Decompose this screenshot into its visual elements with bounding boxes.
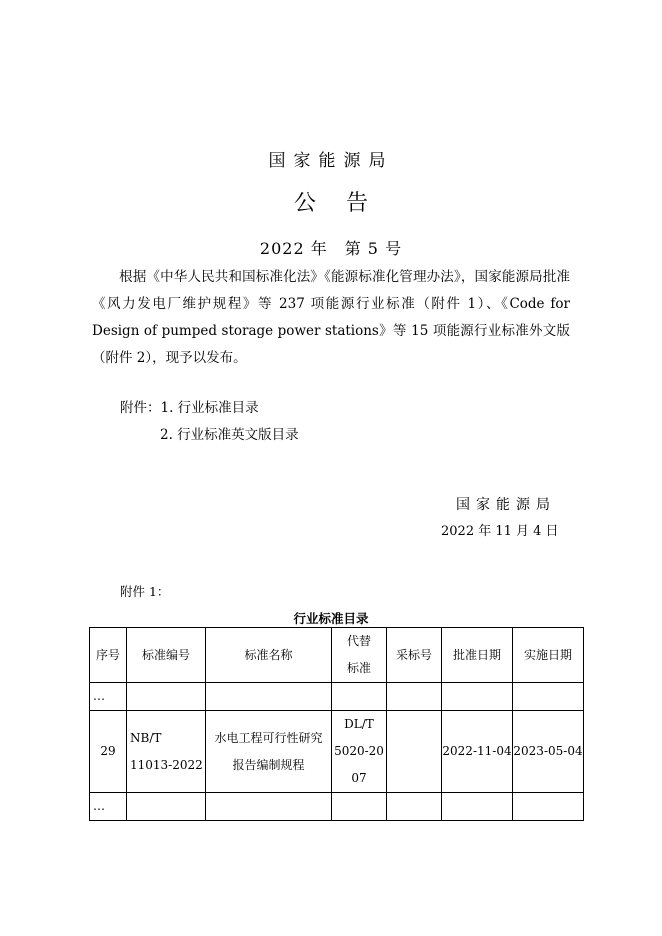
cell-replace bbox=[332, 711, 387, 793]
cell-code bbox=[127, 711, 206, 793]
cell-adopt bbox=[387, 711, 442, 793]
col-header-seq: 序号 bbox=[90, 628, 127, 683]
col-header-name: 标准名称 bbox=[206, 628, 332, 683]
col-header-approve: 批准日期 bbox=[442, 628, 513, 683]
col-header-replace bbox=[332, 628, 387, 683]
cell-code-line2: 11013-2022 bbox=[130, 757, 203, 772]
cell-name bbox=[206, 711, 332, 793]
body-paragraph: 根据《中华人民共和国标准化法》《能源标准化管理办法》，国家能源局批准《风力发电厂维护规程》等 237 项能源行业标准（附件 1）、《Code for Design of pumped storage power stations》等 15 项能源行业标准外文版（附件 2），现予以发布。 bbox=[92, 269, 570, 366]
cell-replace-line1: DL/T bbox=[344, 717, 374, 731]
cell-name-line1: 水电工程可行性研究 bbox=[214, 730, 323, 745]
empty-cell bbox=[127, 683, 206, 711]
empty-cell bbox=[206, 793, 332, 821]
cell-code-line1: NB/T bbox=[130, 730, 162, 745]
cell-approve-date: 2022-11-04 bbox=[442, 711, 513, 793]
col-header-effective: 实施日期 bbox=[513, 628, 584, 683]
signature-org: 国家能源局 bbox=[456, 497, 556, 513]
cell-name-line2: 报告编制规程 bbox=[232, 757, 305, 772]
cell-seq: 29 bbox=[90, 711, 127, 793]
cell-replace-line3: 07 bbox=[351, 771, 367, 785]
col-header-replace-line2: 标准 bbox=[346, 661, 371, 675]
table-row bbox=[90, 711, 584, 793]
empty-cell bbox=[332, 683, 387, 711]
table-title: 行业标准目录 bbox=[293, 611, 369, 626]
table-row bbox=[90, 683, 584, 711]
empty-cell bbox=[442, 683, 513, 711]
table-row bbox=[90, 793, 584, 821]
cell-replace-line2: 5020-20 bbox=[334, 744, 384, 758]
ellipsis-cell: … bbox=[90, 683, 127, 711]
cell-effective-date: 2023-05-04 bbox=[513, 711, 584, 793]
announcement-number: 2022 年 第 5 号 bbox=[259, 239, 403, 258]
appendix-label: 附件 1： bbox=[120, 584, 170, 599]
col-header-code: 标准编号 bbox=[127, 628, 206, 683]
attachment-item-2: 2. 行业标准英文版目录 bbox=[160, 427, 299, 443]
announcement-title: 公告 bbox=[293, 191, 398, 216]
agency-heading: 国家能源局 bbox=[268, 151, 394, 171]
empty-cell bbox=[127, 793, 206, 821]
col-header-replace-line1: 代替 bbox=[346, 634, 371, 648]
ellipsis-cell: … bbox=[90, 793, 127, 821]
empty-cell bbox=[513, 793, 584, 821]
empty-cell bbox=[513, 683, 584, 711]
table-header-row bbox=[90, 628, 584, 683]
announcement-body bbox=[92, 264, 570, 372]
empty-cell bbox=[332, 793, 387, 821]
attachment-item-1: 附件：1. 行业标准目录 bbox=[120, 400, 259, 416]
empty-cell bbox=[442, 793, 513, 821]
empty-cell bbox=[387, 683, 442, 711]
signature-date: 2022 年 11 月 4 日 bbox=[441, 524, 559, 539]
empty-cell bbox=[387, 793, 442, 821]
standards-table bbox=[89, 627, 584, 821]
col-header-adopt: 采标号 bbox=[387, 628, 442, 683]
empty-cell bbox=[206, 683, 332, 711]
